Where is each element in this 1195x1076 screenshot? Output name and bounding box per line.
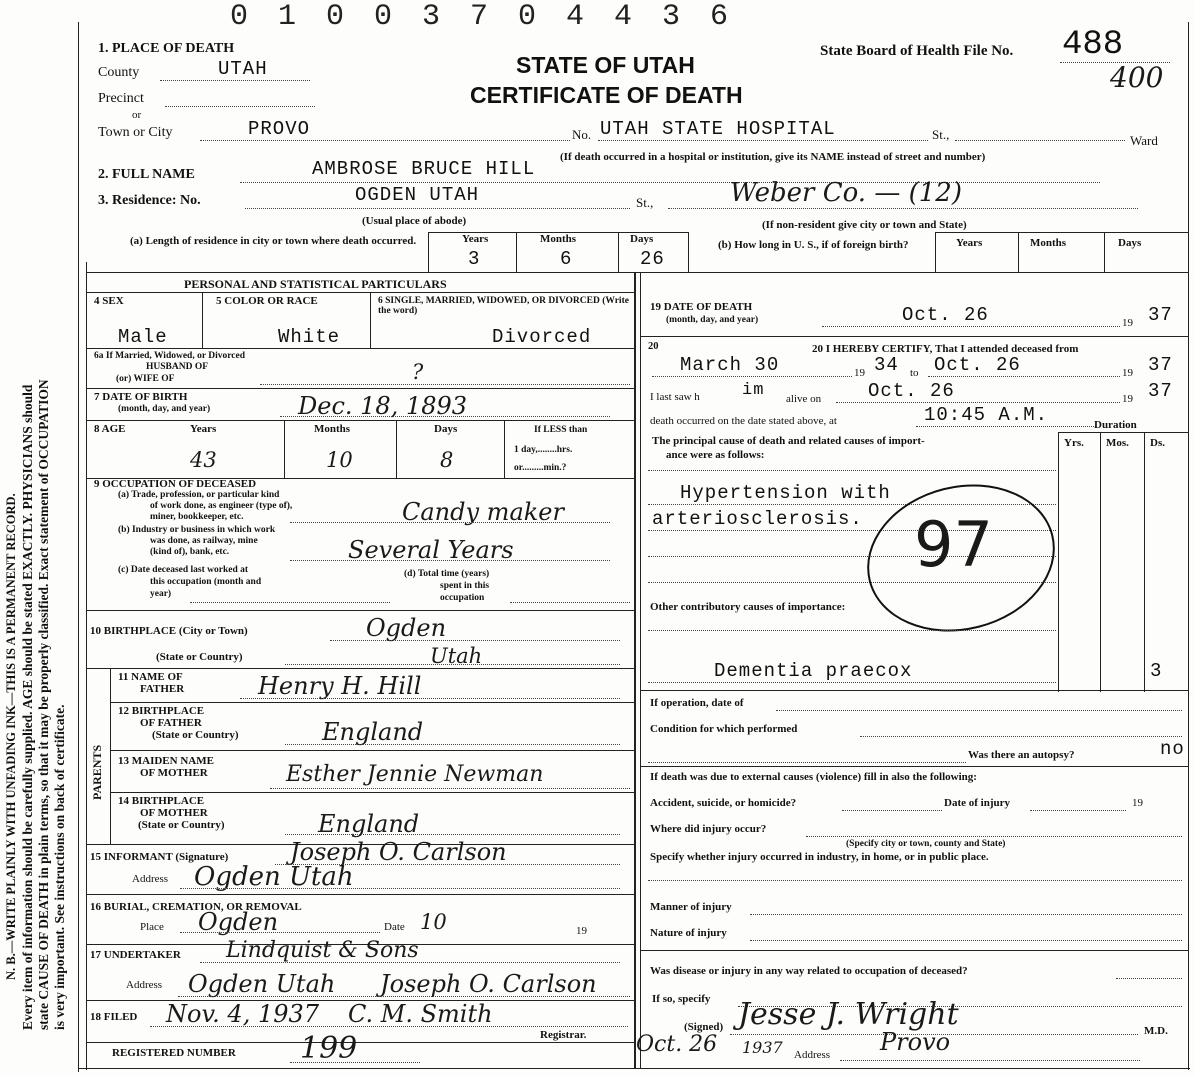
burial-year: 19 — [576, 925, 587, 937]
last-saw-year: 37 — [1148, 380, 1173, 402]
cause-code: 97 — [914, 508, 993, 581]
age-min-label: or.........min.? — [514, 463, 567, 473]
age-col-1 — [284, 420, 285, 478]
burial-label: 16 BURIAL, CREMATION, OR REMOVAL — [90, 901, 302, 913]
occupation-b-2: was done, as railway, mine — [150, 536, 258, 546]
color-value: White — [278, 326, 341, 348]
age-col-3 — [504, 420, 505, 478]
last-saw-date: Oct. 26 — [868, 380, 955, 402]
usual-abode-note: (Usual place of abode) — [362, 215, 467, 227]
specify-location-label: (Specify city or town, county and State) — [846, 839, 1006, 849]
us-grid-top — [935, 232, 1188, 233]
md-label: M.D. — [1144, 1025, 1168, 1037]
duration-yrs: Yrs. — [1064, 437, 1084, 449]
birthplace-state-label: (State or Country) — [156, 651, 243, 663]
undertaker-address-line — [178, 996, 630, 997]
occupation-c-2: this occupation (month and — [150, 577, 262, 587]
nature-label: Nature of injury — [650, 927, 727, 939]
duration-col-1 — [1058, 432, 1059, 692]
sex-row-line — [86, 348, 634, 349]
informant-address-label: Address — [132, 873, 169, 885]
residence-county-hw: Weber Co. — (12) — [730, 178, 962, 208]
autopsy-row-line — [640, 766, 1188, 767]
town-label: Town or City — [98, 125, 173, 140]
frame-left — [78, 22, 79, 1072]
full-name-label: 2. FULL NAME — [98, 167, 195, 182]
county-line — [160, 80, 310, 81]
death-time-line — [916, 426, 1096, 427]
attended-to-century: 19 — [1122, 367, 1133, 379]
cause-row-line — [640, 690, 1188, 691]
spouse-label-3: (or) WIFE OF — [116, 374, 175, 384]
undertaker-address: Ogden Utah — [188, 970, 336, 998]
mother-label-2: OF MOTHER — [140, 767, 208, 779]
institution-line — [598, 140, 928, 141]
father-row-line — [110, 702, 634, 703]
length-days-head: Days — [630, 233, 654, 245]
us-days-head: Days — [1118, 237, 1142, 249]
fbirth-label-1: 12 BIRTHPLACE — [118, 705, 205, 717]
personal-heading-line — [86, 292, 634, 293]
physician-signature: Jesse J. Wright — [738, 997, 959, 1032]
certificate-title: CERTIFICATE OF DEATH — [470, 82, 743, 108]
cause-label-2: ance were as follows: — [666, 449, 765, 461]
signed-label: (Signed) — [684, 1021, 724, 1033]
death-time: 10:45 A.M. — [924, 404, 1049, 426]
parents-col — [110, 668, 111, 844]
dod-year: 37 — [1148, 304, 1173, 326]
occupation-d-2: spent in this — [440, 581, 490, 591]
dod-label-2: (month, day, and year) — [666, 315, 759, 325]
age-years: 43 — [190, 448, 217, 472]
occupation-line — [290, 522, 610, 523]
signature-address-label: Address — [794, 1049, 831, 1061]
us-col-3 — [1104, 232, 1105, 272]
age-day-label: 1 day,........hrs. — [514, 445, 573, 455]
injury-year: 19 — [1132, 797, 1143, 809]
mbirth-label-2: OF MOTHER — [140, 807, 208, 819]
spouse-value: ? — [412, 360, 424, 384]
birthplace-state-line — [285, 664, 620, 665]
side-instruction-4: is very important. See instructions on back of certificate. — [52, 704, 67, 1030]
autopsy-line — [648, 762, 966, 763]
length-months: 6 — [560, 248, 573, 270]
spouse-row-line — [86, 388, 634, 389]
cause-line-0 — [648, 470, 1056, 471]
file-no-handwritten: 400 — [1110, 61, 1164, 94]
nature-line — [750, 940, 1182, 941]
condition-line — [860, 736, 1182, 737]
accident-label: Accident, suicide, or homicide? — [650, 797, 797, 809]
spouse-label-1: 6a If Married, Widowed, or Divorced — [94, 351, 246, 361]
attended-to-line — [928, 376, 1120, 377]
side-instruction-3: state CAUSE OF DEATH in plain terms, so that it may be properly classified. Exact statement of OCCUPATION — [36, 379, 51, 1030]
last-saw-pronoun: im — [742, 381, 765, 400]
where-line — [806, 836, 1182, 837]
operation-line — [776, 710, 1182, 711]
town-line — [200, 140, 570, 141]
dod-line — [822, 326, 1120, 327]
death-occurred-label: death occurred on the date stated above, at — [650, 415, 837, 427]
length-col-2 — [516, 232, 517, 272]
alive-label: alive on — [786, 393, 822, 405]
duration-col-3 — [1144, 432, 1145, 692]
marital-value: Divorced — [492, 326, 592, 348]
us-years-head: Years — [956, 237, 983, 249]
length-col-3 — [618, 232, 619, 272]
age-years-head: Years — [190, 423, 217, 435]
father-line — [240, 698, 620, 699]
informant-row-line — [86, 894, 634, 895]
dod-value: Oct. 26 — [902, 304, 989, 326]
us-residence-label: (b) How long in U. S., if of foreign birth? — [718, 239, 909, 251]
state-title: STATE OF UTAH — [516, 52, 695, 78]
dod-label-1: 19 DATE OF DEATH — [650, 301, 753, 313]
dob-row-line — [86, 420, 634, 421]
birthplace-city: Ogden — [366, 614, 447, 642]
residence-value: OGDEN UTAH — [355, 184, 480, 206]
cause-1: Hypertension with — [680, 482, 891, 504]
frame-bottom — [78, 1068, 1190, 1069]
age-days: 8 — [440, 448, 454, 472]
related-label: Was disease or injury in any way related to occupation of deceased? — [650, 965, 968, 977]
marital-label: 6 SINGLE, MARRIED, WIDOWED, OR DIVORCED (Write the word) — [378, 296, 629, 317]
institution-value: UTAH STATE HOSPITAL — [600, 118, 836, 140]
mbirth-label-1: 14 BIRTHPLACE — [118, 795, 205, 807]
parents-label: PARENTS — [90, 744, 104, 800]
other-line-1 — [648, 630, 1056, 631]
precinct-line — [165, 106, 315, 107]
industry-line — [290, 560, 610, 561]
dob-label-2: (month, day, and year) — [118, 404, 211, 414]
length-years: 3 — [468, 248, 481, 270]
age-col-2 — [396, 420, 397, 478]
father-label-1: 11 NAME OF — [118, 671, 183, 683]
length-days: 26 — [640, 248, 665, 270]
dob-label-1: 7 DATE OF BIRTH — [94, 391, 188, 403]
residence-st-line — [668, 208, 1138, 209]
street-line — [955, 140, 1125, 141]
certify-label: 20 I HEREBY CERTIFY, That I attended deceased from — [812, 343, 1079, 355]
informant-value: Joseph O. Carlson — [290, 838, 507, 866]
occupation-label: 9 OCCUPATION OF DECEASED — [94, 478, 257, 490]
occupation-c-3: year) — [150, 589, 172, 599]
age-less-label: If LESS than — [534, 425, 588, 435]
industry-line-2 — [648, 880, 1182, 881]
mbirth-label-3: (State or Country) — [138, 819, 225, 831]
spouse-label-2: HUSBAND OF — [146, 362, 209, 372]
age-months-head: Months — [314, 423, 351, 435]
dod-row-line — [640, 336, 1188, 337]
burial-date-label: Date — [384, 921, 405, 933]
birthplace-city-line — [330, 640, 620, 641]
residence-line — [245, 208, 630, 209]
regno-line — [290, 1062, 420, 1063]
center-divider — [634, 272, 636, 1068]
certify-number: 20 — [648, 341, 659, 352]
length-months-head: Months — [540, 233, 577, 245]
us-col-1 — [935, 232, 936, 272]
fbirth-label-2: OF FATHER — [140, 717, 202, 729]
informant-address-line — [180, 888, 620, 889]
side-instruction-1: N. B.—WRITE PLAINLY WITH UNFADING INK—THIS IS A PERMANENT RECORD. — [4, 493, 18, 980]
attended-to-label: to — [910, 367, 919, 379]
sex-col — [202, 292, 203, 348]
attended-from-year: 34 — [874, 354, 899, 376]
attended-to: Oct. 26 — [934, 354, 1021, 376]
father-label-2: FATHER — [140, 683, 185, 695]
burial-place-line — [180, 932, 380, 933]
mother-value: Esther Jennie Newman — [286, 762, 544, 787]
sex-label: 4 SEX — [94, 295, 124, 307]
occupation-a-1: (a) Trade, profession, or particular kind — [118, 490, 280, 500]
duration-line — [1058, 432, 1188, 433]
occupation-value: Candy maker — [402, 498, 564, 526]
street-label: St., — [932, 127, 950, 142]
last-saw-label: I last saw h — [650, 391, 700, 403]
duration-ds: Ds. — [1150, 437, 1165, 449]
burial-place-label: Place — [140, 921, 164, 933]
injury-date-line — [1030, 810, 1126, 811]
birthplace-row-line — [86, 668, 634, 669]
filed-line — [150, 1026, 628, 1027]
street-no-label: No. — [572, 127, 592, 142]
age-months: 10 — [326, 448, 353, 472]
injury-row-line — [640, 950, 1188, 951]
if-so-label: If so, specify — [652, 993, 711, 1005]
manner-label: Manner of injury — [650, 901, 732, 913]
occupation-d-line — [510, 602, 630, 603]
birthplace-label: 10 BIRTHPLACE (City or Town) — [90, 625, 248, 637]
file-no: 488 — [1062, 26, 1124, 64]
registrar-signature: C. M. Smith — [348, 1000, 493, 1028]
length-col-1 — [428, 232, 429, 272]
section-divider — [86, 272, 1188, 273]
fbirth-label-3: (State or Country) — [152, 729, 239, 741]
attended-from-century: 19 — [854, 367, 865, 379]
length-col-4 — [688, 232, 689, 272]
mother-row-line — [110, 792, 634, 793]
filed-label: 18 FILED — [90, 1011, 138, 1023]
father-value: Henry H. Hill — [258, 672, 422, 700]
us-months-head: Months — [1030, 237, 1067, 249]
town-value: PROVO — [248, 118, 311, 140]
full-name-value: AMBROSE BRUCE HILL — [312, 158, 536, 180]
occupation-d-3: occupation — [440, 593, 485, 603]
related-line — [1116, 978, 1182, 979]
undertaker-label: 17 UNDERTAKER — [90, 949, 181, 961]
frame-right — [1188, 22, 1189, 1070]
institution-note: (If death occurred in a hospital or institution, give its NAME instead of street and number) — [560, 151, 986, 163]
us-col-2 — [1018, 232, 1019, 272]
undertaker-signer: Joseph O. Carlson — [380, 970, 597, 998]
undertaker-line — [200, 962, 620, 963]
other-causes-label: Other contributory causes of importance: — [650, 601, 846, 613]
fbirth-row-line — [110, 750, 634, 751]
other-cause-years: 3 — [1150, 660, 1163, 682]
autopsy-label: Was there an autopsy? — [968, 749, 1075, 761]
file-stamp-number: 0 1 0 0 3 7 0 4 4 3 6 — [230, 0, 735, 34]
mbirth-value: England — [318, 810, 420, 838]
ward-label: Ward — [1130, 133, 1158, 148]
birthplace-state: Utah — [430, 644, 483, 668]
file-no-label: State Board of Health File No. — [820, 43, 1014, 59]
regno-label: REGISTERED NUMBER — [112, 1047, 236, 1059]
where-label: Where did injury occur? — [650, 823, 767, 835]
personal-heading: PERSONAL AND STATISTICAL PARTICULARS — [184, 277, 447, 291]
duration-mos: Mos. — [1106, 437, 1129, 449]
registrar-label: Registrar. — [540, 1029, 587, 1041]
burial-place: Ogden — [198, 908, 279, 936]
color-col — [370, 292, 371, 348]
dob-line — [280, 416, 610, 417]
length-residence-label: (a) Length of residence in city or town where death occurred. — [130, 235, 417, 247]
length-years-head: Years — [462, 233, 489, 245]
age-label: 8 AGE — [94, 423, 126, 435]
dod-century: 19 — [1122, 317, 1133, 329]
county-value: UTAH — [218, 58, 268, 80]
attended-from: March 30 — [680, 354, 780, 376]
occupation-b-1: (b) Industry or business in which work — [118, 525, 276, 535]
cause-2: arteriosclerosis. — [652, 508, 863, 530]
regno-value: 199 — [300, 1031, 358, 1066]
operation-label: If operation, date of — [650, 697, 744, 709]
or-label: or — [132, 109, 142, 121]
signature-address: Provo — [880, 1028, 951, 1056]
fbirth-value: England — [322, 718, 424, 746]
duration-col-2 — [1100, 432, 1101, 692]
frame-inner-left — [86, 262, 87, 1070]
informant-label: 15 INFORMANT (Signature) — [90, 851, 229, 863]
mother-label-1: 13 MAIDEN NAME — [118, 755, 214, 767]
duration-label: Duration — [1094, 419, 1137, 431]
signature-year: 1937 — [742, 1038, 783, 1057]
side-instruction-2: Every item of information should be carefully supplied. AGE should be stated EXACTLY. PHYSICIANS should — [20, 384, 35, 1030]
other-line-2 — [648, 682, 1056, 683]
filed-row-line — [86, 1042, 634, 1043]
filed-value: Nov. 4, 1937 — [166, 1000, 320, 1028]
industry-value: Several Years — [348, 536, 514, 564]
undertaker-address-label: Address — [126, 979, 163, 991]
last-saw-line — [836, 402, 1120, 403]
fbirth-line — [285, 744, 620, 745]
autopsy-value: no — [1160, 738, 1185, 760]
attended-to-year: 37 — [1148, 354, 1173, 376]
precinct-label: Precinct — [98, 91, 144, 106]
manner-line — [750, 914, 1182, 915]
industry-question: Specify whether injury occurred in industry, in home, or in public place. — [650, 851, 989, 863]
attended-from-line — [652, 376, 852, 377]
other-cause: Dementia praecox — [714, 660, 913, 682]
residence-label: 3. Residence: No. — [98, 193, 201, 208]
burial-date-mark: 10 — [420, 910, 447, 934]
color-label: 5 COLOR OR RACE — [216, 295, 318, 307]
occupation-a-2: of work done, as engineer (type of), — [150, 501, 293, 511]
mother-line — [270, 788, 630, 789]
age-days-head: Days — [434, 423, 458, 435]
occupation-row-line — [86, 610, 634, 611]
sex-value: Male — [118, 326, 168, 348]
center-divider-2 — [640, 272, 641, 1068]
occupation-c-1: (c) Date deceased last worked at — [118, 565, 249, 575]
occupation-d-1: (d) Total time (years) — [404, 569, 490, 579]
informant-address: Ogden Utah — [194, 862, 354, 892]
signature-address-line — [840, 1060, 1140, 1061]
place-of-death-label: 1. PLACE OF DEATH — [98, 41, 235, 56]
nonresident-note: (If non-resident give city or town and State) — [762, 219, 967, 231]
dob-value: Dec. 18, 1893 — [298, 392, 468, 420]
last-saw-century: 19 — [1122, 393, 1133, 405]
condition-label: Condition for which performed — [650, 723, 798, 735]
cause-label-1: The principal cause of death and related causes of import- — [652, 435, 925, 447]
full-name-line — [240, 182, 1100, 183]
county-label: County — [98, 65, 140, 80]
undertaker-value: Lindquist & Sons — [226, 938, 419, 963]
accident-line — [842, 810, 942, 811]
external-label: If death was due to external causes (violence) fill in also the following: — [650, 771, 977, 783]
residence-st-label: St., — [636, 195, 654, 210]
occupation-c-line — [190, 602, 390, 603]
occupation-a-3: miner, bookkeeper, etc. — [150, 512, 244, 522]
injury-date-label: Date of injury — [944, 797, 1010, 809]
signature-date: Oct. 26 — [636, 1032, 718, 1057]
spouse-line — [260, 384, 630, 385]
occupation-b-3: (kind of), bank, etc. — [150, 547, 230, 557]
mbirth-line — [285, 834, 620, 835]
